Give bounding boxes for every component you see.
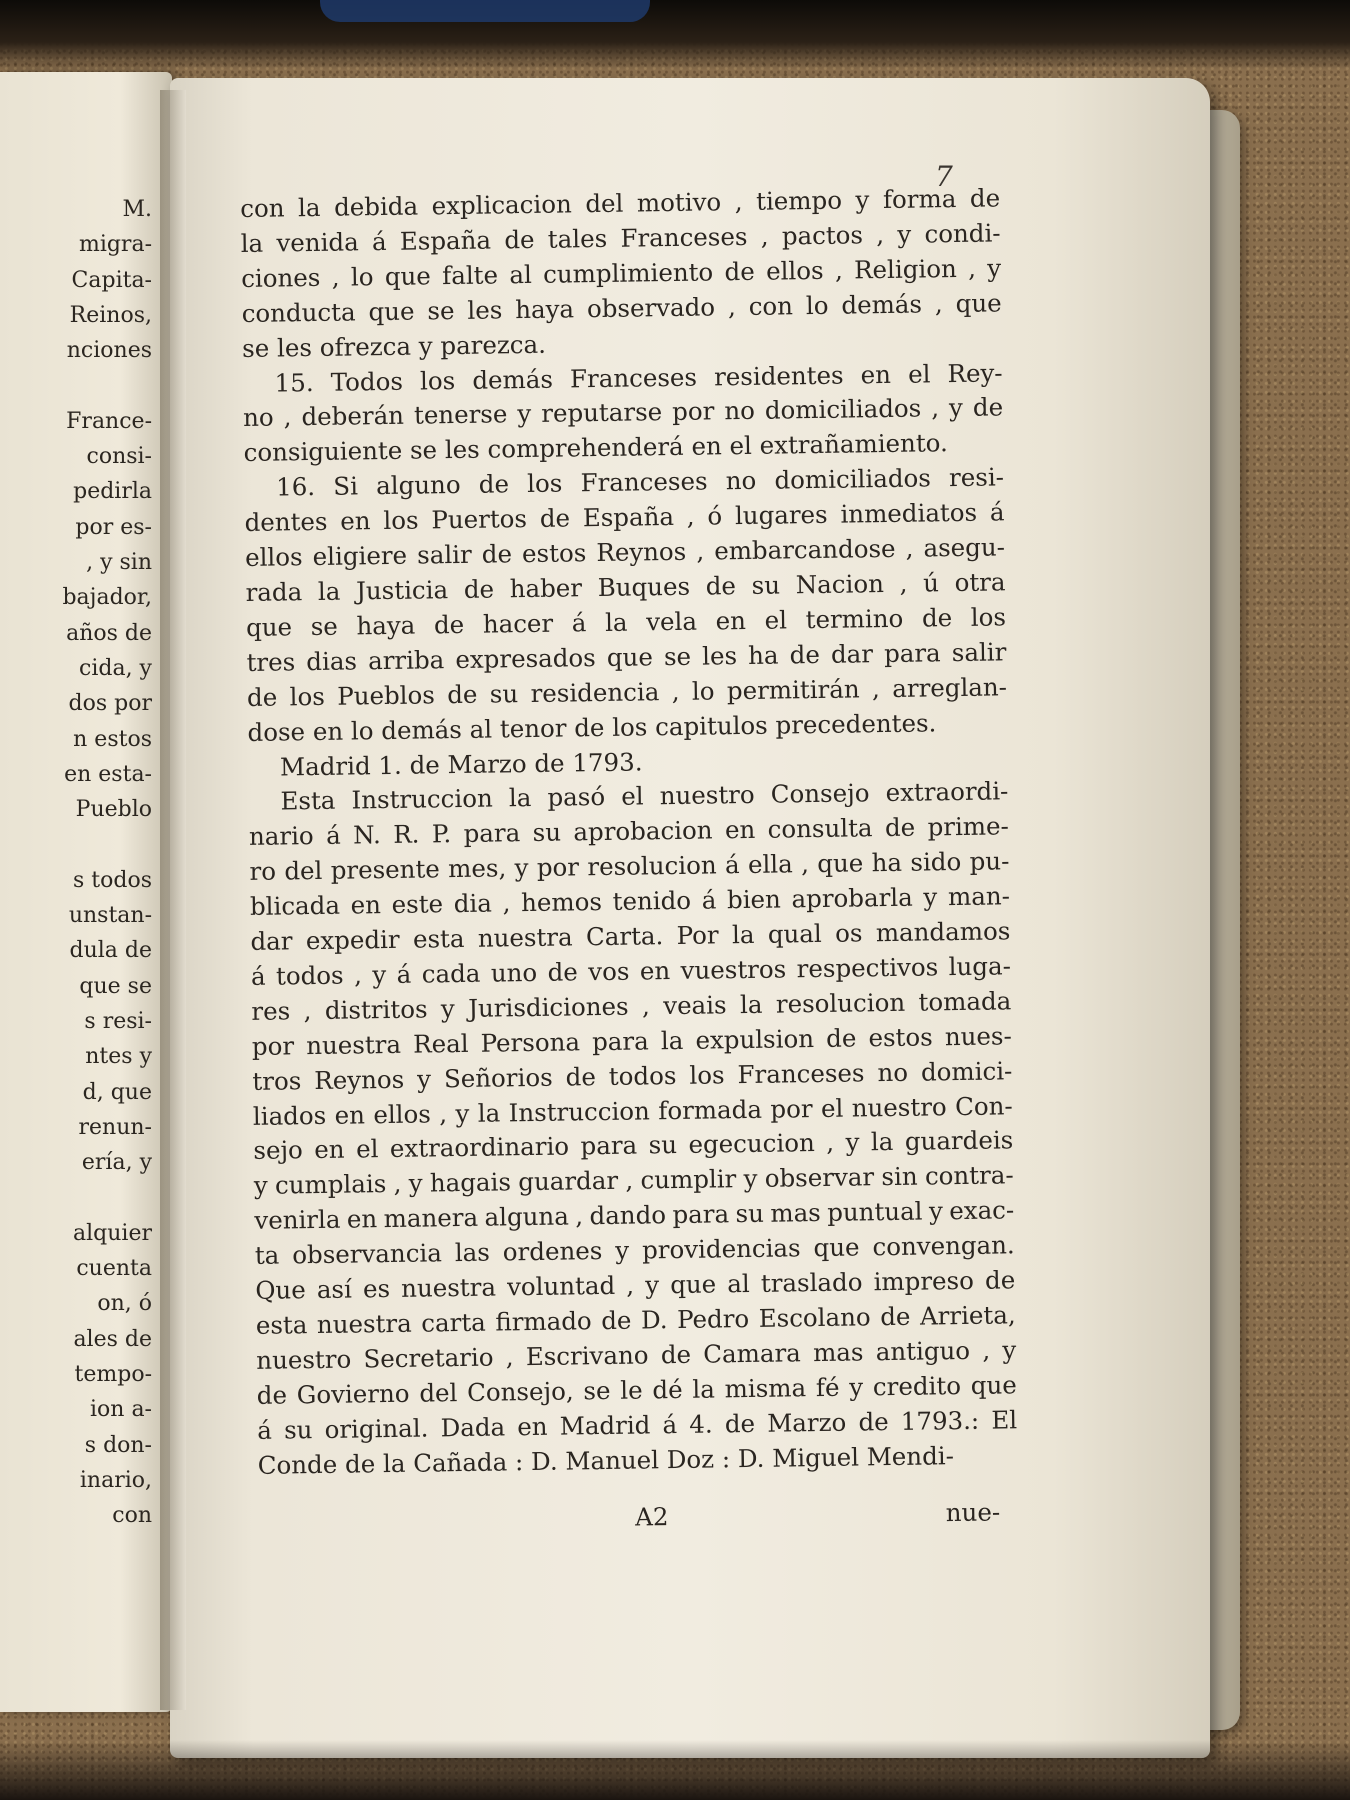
left-page-fragment: Reinos, — [69, 302, 152, 328]
text-line: blicada en este dia , hemos tenido á bien aprobarla y man- — [249, 881, 1011, 922]
left-page-fragment: s resi- — [84, 1008, 152, 1034]
text-line: ta observancia las ordenes y providencias que convengan. — [254, 1230, 1015, 1271]
left-page-fragment: M. — [122, 197, 152, 222]
text-line: no , deberán tenerse y reputarse por no domiciliados , y de — [242, 392, 1004, 433]
left-page-fragment: d, que — [82, 1079, 152, 1105]
left-page-fragment: Pueblo — [75, 797, 152, 823]
left-page-fragment: ería, y — [81, 1150, 152, 1176]
text-line: liados en ellos , y la Instruccion formada por el nuestro Con- — [252, 1090, 1013, 1131]
background-bottom-shadow — [0, 1740, 1350, 1800]
left-page-fragment: ntes y — [85, 1044, 152, 1070]
left-page-fragment: dula de — [69, 938, 152, 964]
text-line: ro del presente mes, y por resolucion á ella , que ha sido pu- — [249, 846, 1010, 887]
text-line: dentes en los Puertos de España , ó lugares inmediatos á — [244, 497, 1005, 538]
text-line: á su original. Dada en Madrid á 4. de Marzo de 1793.: El — [257, 1404, 1018, 1445]
text-line: tres dias arriba expresados que se les ha de dar para salir — [246, 637, 1007, 677]
text-line: la venida á España de tales Franceses , pactos , y condi- — [240, 218, 1001, 258]
left-page-fragment: bajador, — [62, 585, 152, 611]
text-line: conducta que se les haya observado , con lo demás , que — [241, 288, 1002, 328]
text-line: nuestro Secretario , Escrivano de Camara mas antiguo , y — [256, 1335, 1017, 1375]
left-page-fragment: en esta- — [64, 761, 152, 787]
text-line: dar expedir esta nuestra Carta. Por la qual os mandamos — [250, 916, 1011, 956]
text-line: 16. Si alguno de los Franceses no domiciliados resi- — [275, 462, 1005, 502]
text-line: Conde de la Cañada : D. Manuel Doz : D. Miguel Mendi- — [257, 1440, 955, 1480]
page-number: 7 — [935, 160, 953, 193]
left-page-fragment: on, ó — [97, 1291, 152, 1317]
left-page-fragment: pedirla — [73, 479, 152, 505]
text-line: tros Reynos y Señorios de todos los Franceses no domici- — [252, 1055, 1013, 1096]
left-page-fragment: alquier — [73, 1220, 152, 1246]
left-page-fragment: por es- — [75, 514, 152, 540]
text-line: consiguiente se les comprehenderá en el extrañamiento. — [243, 428, 949, 468]
left-page-fragment: s don- — [84, 1432, 152, 1458]
text-line: de los Pueblos de su residencia , lo permitirán , arreglan- — [246, 672, 1008, 712]
text-line: ellos eligiere salir de estos Reynos , embarcandose , asegu- — [244, 532, 1006, 573]
left-page-fragment: unstan- — [68, 903, 152, 928]
left-page-fragment: , y sin — [86, 550, 152, 575]
text-line: Esta Instruccion la pasó el nuestro Consejo extraordi- — [280, 776, 1009, 816]
text-line: por nuestra Real Persona para la expulsion de estos nues- — [251, 1021, 1012, 1061]
text-line: con la debida explicacion del motivo , tiempo y forma de — [240, 183, 1001, 223]
left-page-fragment: dos por — [68, 691, 152, 717]
text-line: ciones , lo que falte al cumplimiento de ellos , Religion , y — [241, 253, 1002, 293]
text-line: dose en lo demás al tenor de los capitulos precedentes. — [247, 707, 937, 747]
blue-object-top — [320, 0, 650, 22]
text-line: Que así es nuestra voluntad , y que al traslado impreso de — [255, 1265, 1016, 1305]
left-page-fragment: que se — [79, 973, 152, 999]
left-page-fragment: s todos — [73, 867, 152, 893]
text-line: se les ofrezca y parezca. — [241, 329, 547, 363]
text-line: á todos , y á cada uno de vos en vuestros respectivos luga- — [250, 951, 1012, 991]
left-page-fragment: consi- — [86, 444, 152, 470]
left-page — [0, 72, 172, 1712]
text-line: de Govierno del Consejo, se le dé la misma fé y credito que — [256, 1370, 1017, 1410]
left-page-fragment: Capita- — [71, 267, 152, 293]
left-page-fragment: tempo- — [74, 1361, 152, 1387]
background-top-shadow — [0, 0, 1350, 70]
left-page-fragment: migra- — [78, 232, 152, 258]
left-page-fragment: inario, — [79, 1467, 152, 1493]
text-line: rada la Justicia de haber Buques de su Nacion , ú otra — [245, 567, 1006, 607]
text-line: 15. Todos los demás Franceses residentes en el Rey- — [274, 357, 1003, 398]
text-line: y cumplais , y hagais guardar , cumplir y observar sin contra- — [253, 1160, 1014, 1201]
left-page-fragment: n estos — [73, 726, 152, 752]
text-line: res , distritos y Jurisdiciones , veais la resolucion tomada — [251, 986, 1012, 1026]
left-page-fragment: ion a- — [90, 1397, 152, 1423]
left-page-fragment: con — [112, 1503, 152, 1529]
book-gutter — [160, 90, 186, 1710]
left-page-fragment: cida, y — [79, 655, 152, 681]
left-page-fragment: renun- — [78, 1114, 152, 1140]
text-line: sejo en el extraordinario para su egecucion , y la guardeis — [253, 1125, 1014, 1166]
page-text — [240, 181, 1018, 1483]
text-line: que se haya de hacer á la vela en el termino de los — [245, 602, 1007, 642]
text-line: nario á N. R. P. para su aprobacion en consulta de prime- — [248, 811, 1010, 852]
left-page-fragment: France- — [66, 408, 152, 434]
catchword: nue- — [945, 1497, 1001, 1528]
left-page-fragment: nciones — [66, 338, 152, 364]
left-page-fragment: años de — [66, 620, 152, 646]
signature-mark: A2 — [634, 1502, 669, 1532]
text-line: esta nuestra carta firmado de D. Pedro Escolano de Arrieta, — [255, 1300, 1016, 1340]
text-line: venirla en manera alguna , dando para su mas puntual y exac- — [254, 1195, 1015, 1236]
left-page-fragment: cuenta — [76, 1256, 152, 1281]
left-page-fragment: ales de — [73, 1326, 152, 1352]
text-line: Madrid 1. de Marzo de 1793. — [279, 746, 643, 781]
